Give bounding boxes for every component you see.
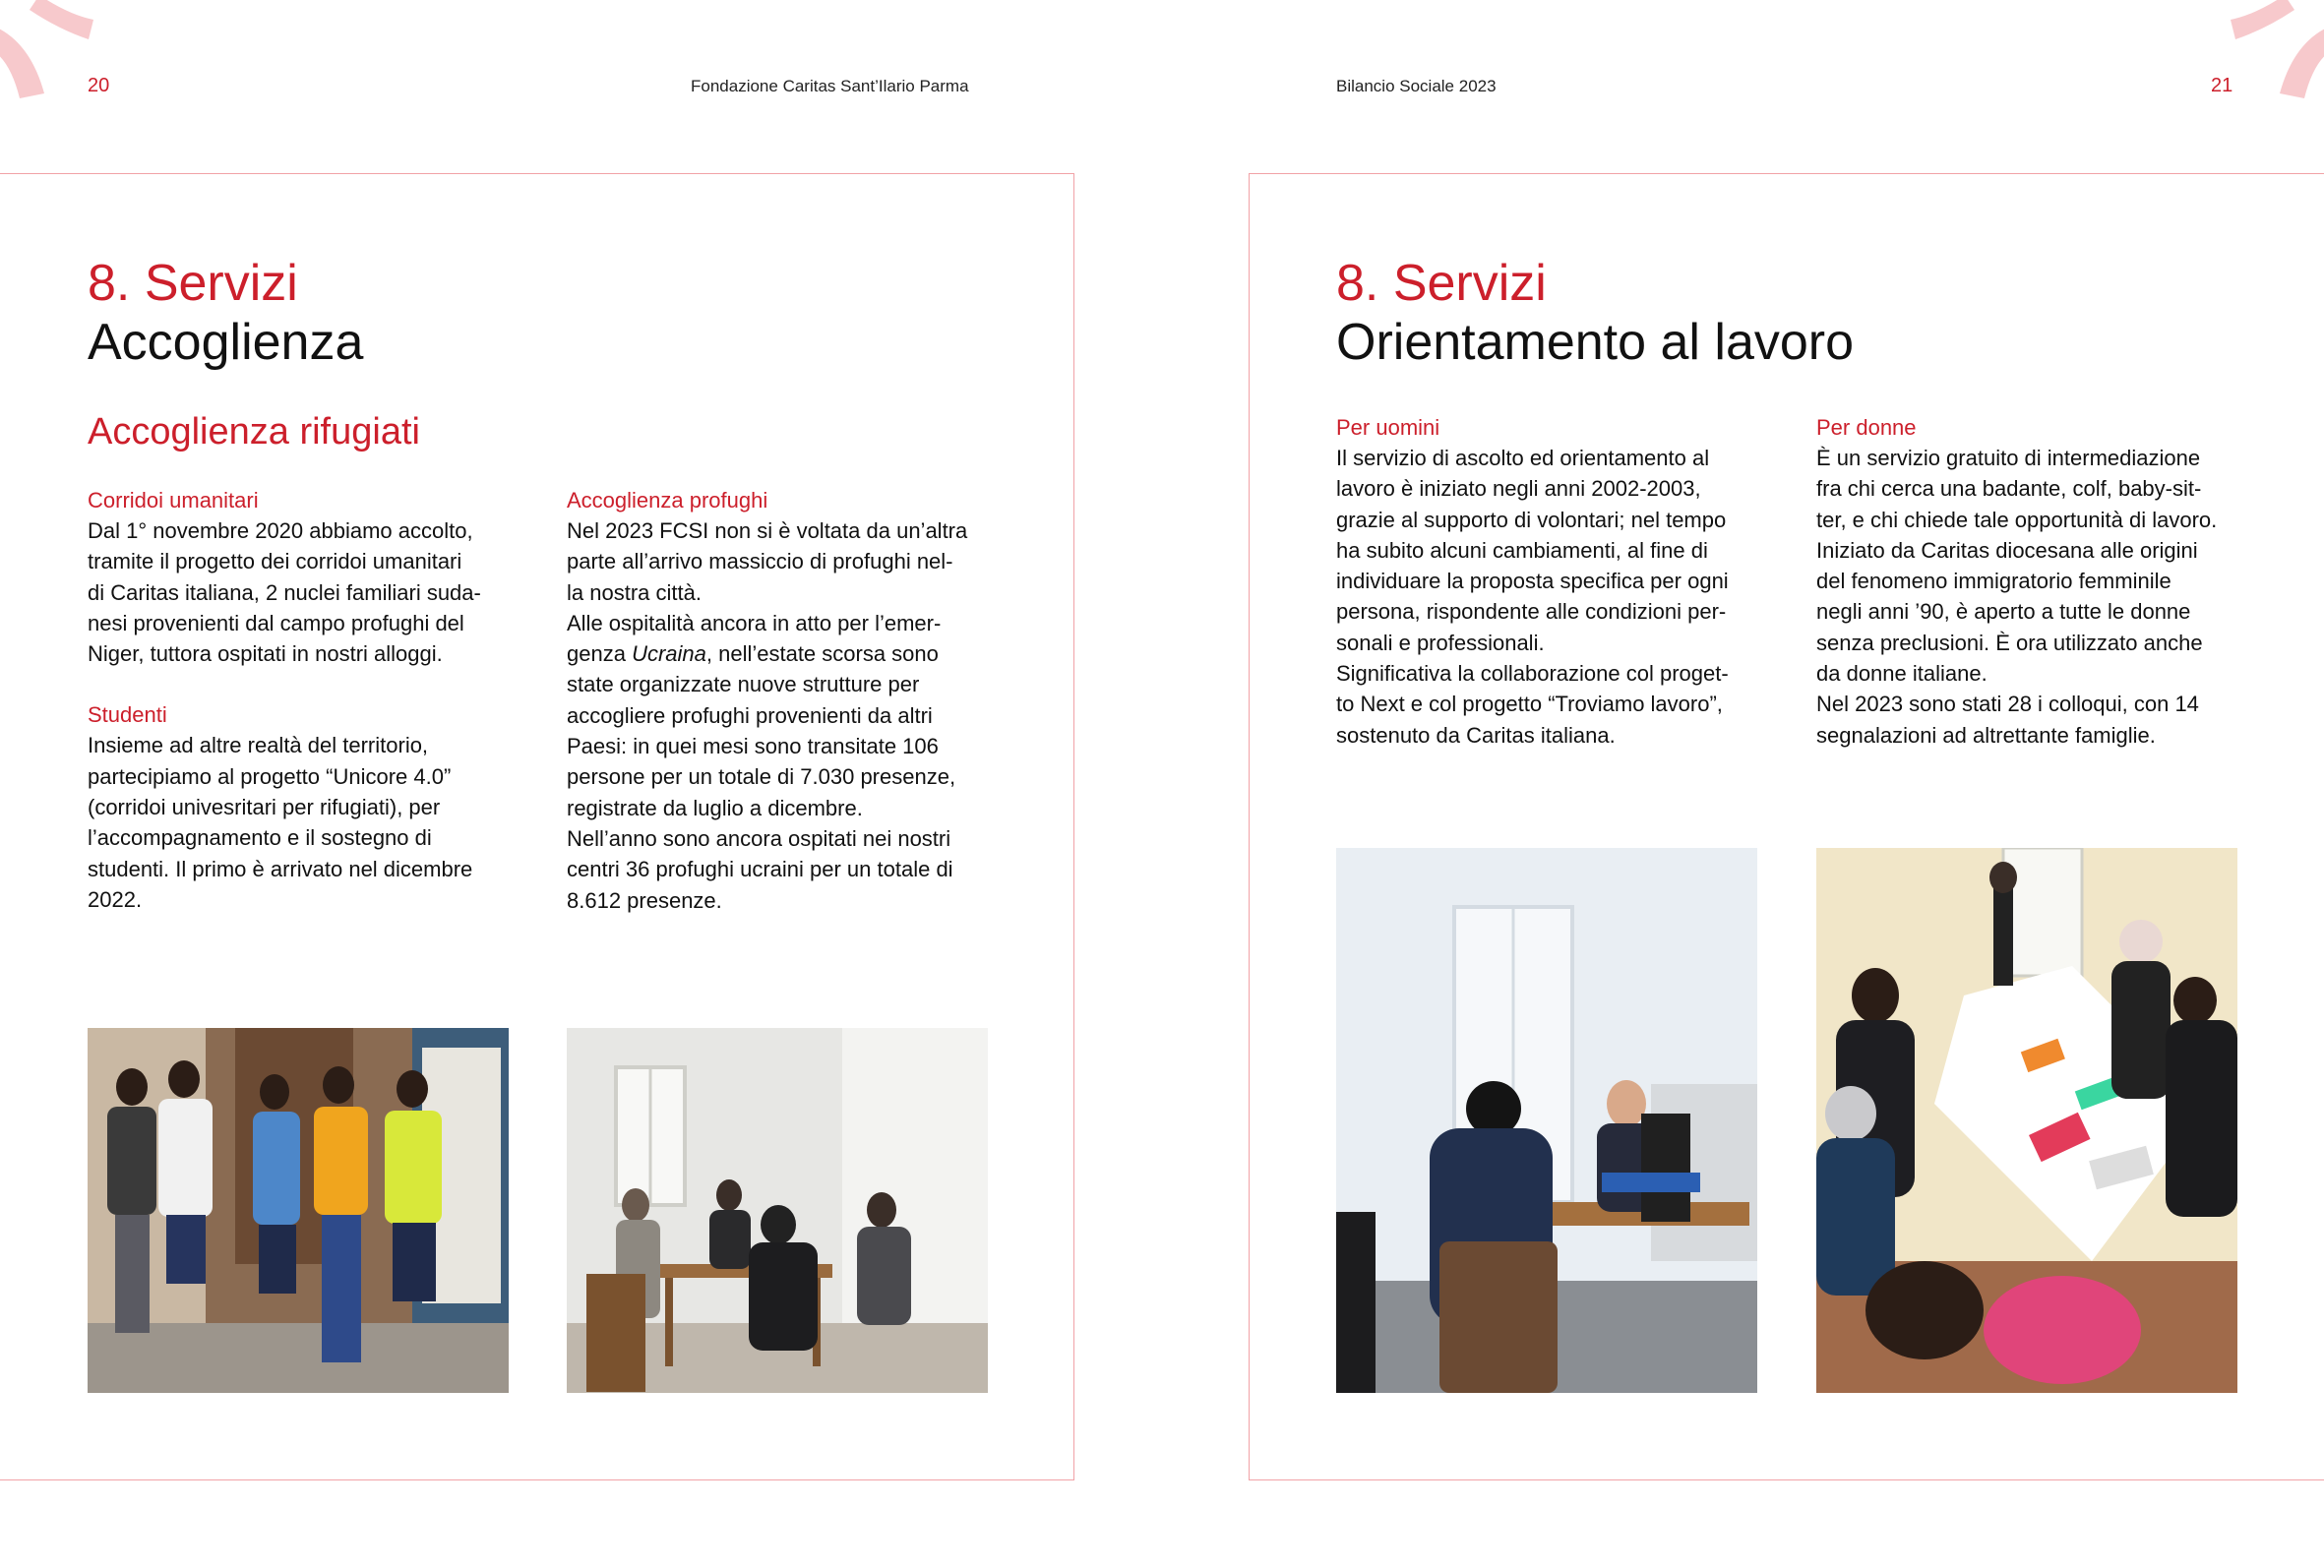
photo-refugee-students: [88, 1028, 509, 1393]
subheading-accoglienza-rifugiati: Accoglienza rifugiati: [88, 411, 420, 452]
left-column-2: [567, 485, 1000, 916]
photo-women-meeting-table: [1816, 848, 2237, 1393]
left-column-1: [88, 485, 520, 915]
running-title-right: Bilancio Sociale 2023: [1336, 77, 1497, 95]
text-ucraina-italic: Ucraina: [632, 641, 706, 667]
label-accoglienza-profughi: Accoglienza profughi: [567, 488, 768, 513]
label-studenti: Studenti: [88, 702, 167, 728]
text-accoglienza-profughi: Nel 2023 FCSI non si è voltata da un’altra parte all’arrivo massiccio di profughi nel- la nostra città. Alle ospitalità ancora in atto per l’emer- genza Ucraina, nell’estate scorsa sono state organizzate nuove strutture per accogliere profughi provenienti da altri Paesi: in quei mesi sono transitate 106 persone per un totale di 7.030 presenze, registrate da luglio a dicembre. Nell’anno sono ancora ospitati nei nostri centri 36 profughi ucraini per un totale di 8.612 presenze.: [567, 518, 968, 913]
page-number-left: 20: [88, 75, 110, 96]
photo-job-interview-office: [1336, 848, 1757, 1393]
text-per-uomini: Il servizio di ascolto ed orientamento al lavoro è iniziato negli anni 2002-2003, grazie al supporto di volontari; nel tempo ha subito alcuni cambiamenti, al fine di individuare la proposta specifica per ogni persona, rispondente alle condizioni per- sonali e professionali. Significativa la collaborazione col proget- to Next e col progetto “Troviamo lavoro”, sostenuto da Caritas italiana.: [1336, 446, 1729, 748]
photo-refugee-housing-room: [567, 1028, 988, 1393]
label-per-uomini: Per uomini: [1336, 415, 1440, 440]
page-number-right: 21: [2211, 75, 2233, 96]
text-per-donne: È un servizio gratuito di intermediazione fra chi cerca una badante, colf, baby-sit- ter, e chi chiede tale opportunità di lavoro. Iniziato da Caritas diocesana alle origini del fenomeno immigratorio femminile negli anni ’90, è aperto a tutte le donne senza preclusioni. È ora utilizzato anche da donne italiane. Nel 2023 sono stati 28 i colloqui, con 14 segnalazioni ad altrettante famiglie.: [1816, 446, 2218, 748]
text-corridoi-umanitari: Dal 1° novembre 2020 abbiamo accolto, tramite il progetto dei corridoi umanitari di Caritas italiana, 2 nuclei familiari suda- nesi provenienti dal campo profughi del Niger, tuttora ospitati in nostri alloggi.: [88, 518, 481, 667]
right-column-1: [1336, 412, 1769, 751]
label-per-donne: Per donne: [1816, 415, 1917, 440]
right-section-title: 8. Servizi: [1336, 255, 1547, 312]
right-column-2: [1816, 412, 2249, 751]
running-title-left: Fondazione Caritas Sant’Ilario Parma: [691, 77, 969, 95]
left-section-subtitle: Accoglienza: [88, 314, 364, 371]
right-section-subtitle: Orientamento al lavoro: [1336, 314, 1855, 371]
label-corridoi-umanitari: Corridoi umanitari: [88, 488, 259, 513]
left-section-title: 8. Servizi: [88, 255, 298, 312]
text-studenti: Insieme ad altre realtà del territorio, partecipiamo al progetto “Unicore 4.0” (corridoi univesritari per rifugiati), per l’accompagnamento e il sostegno di studenti. Il primo è arrivato nel dicembre 2022.: [88, 733, 473, 912]
